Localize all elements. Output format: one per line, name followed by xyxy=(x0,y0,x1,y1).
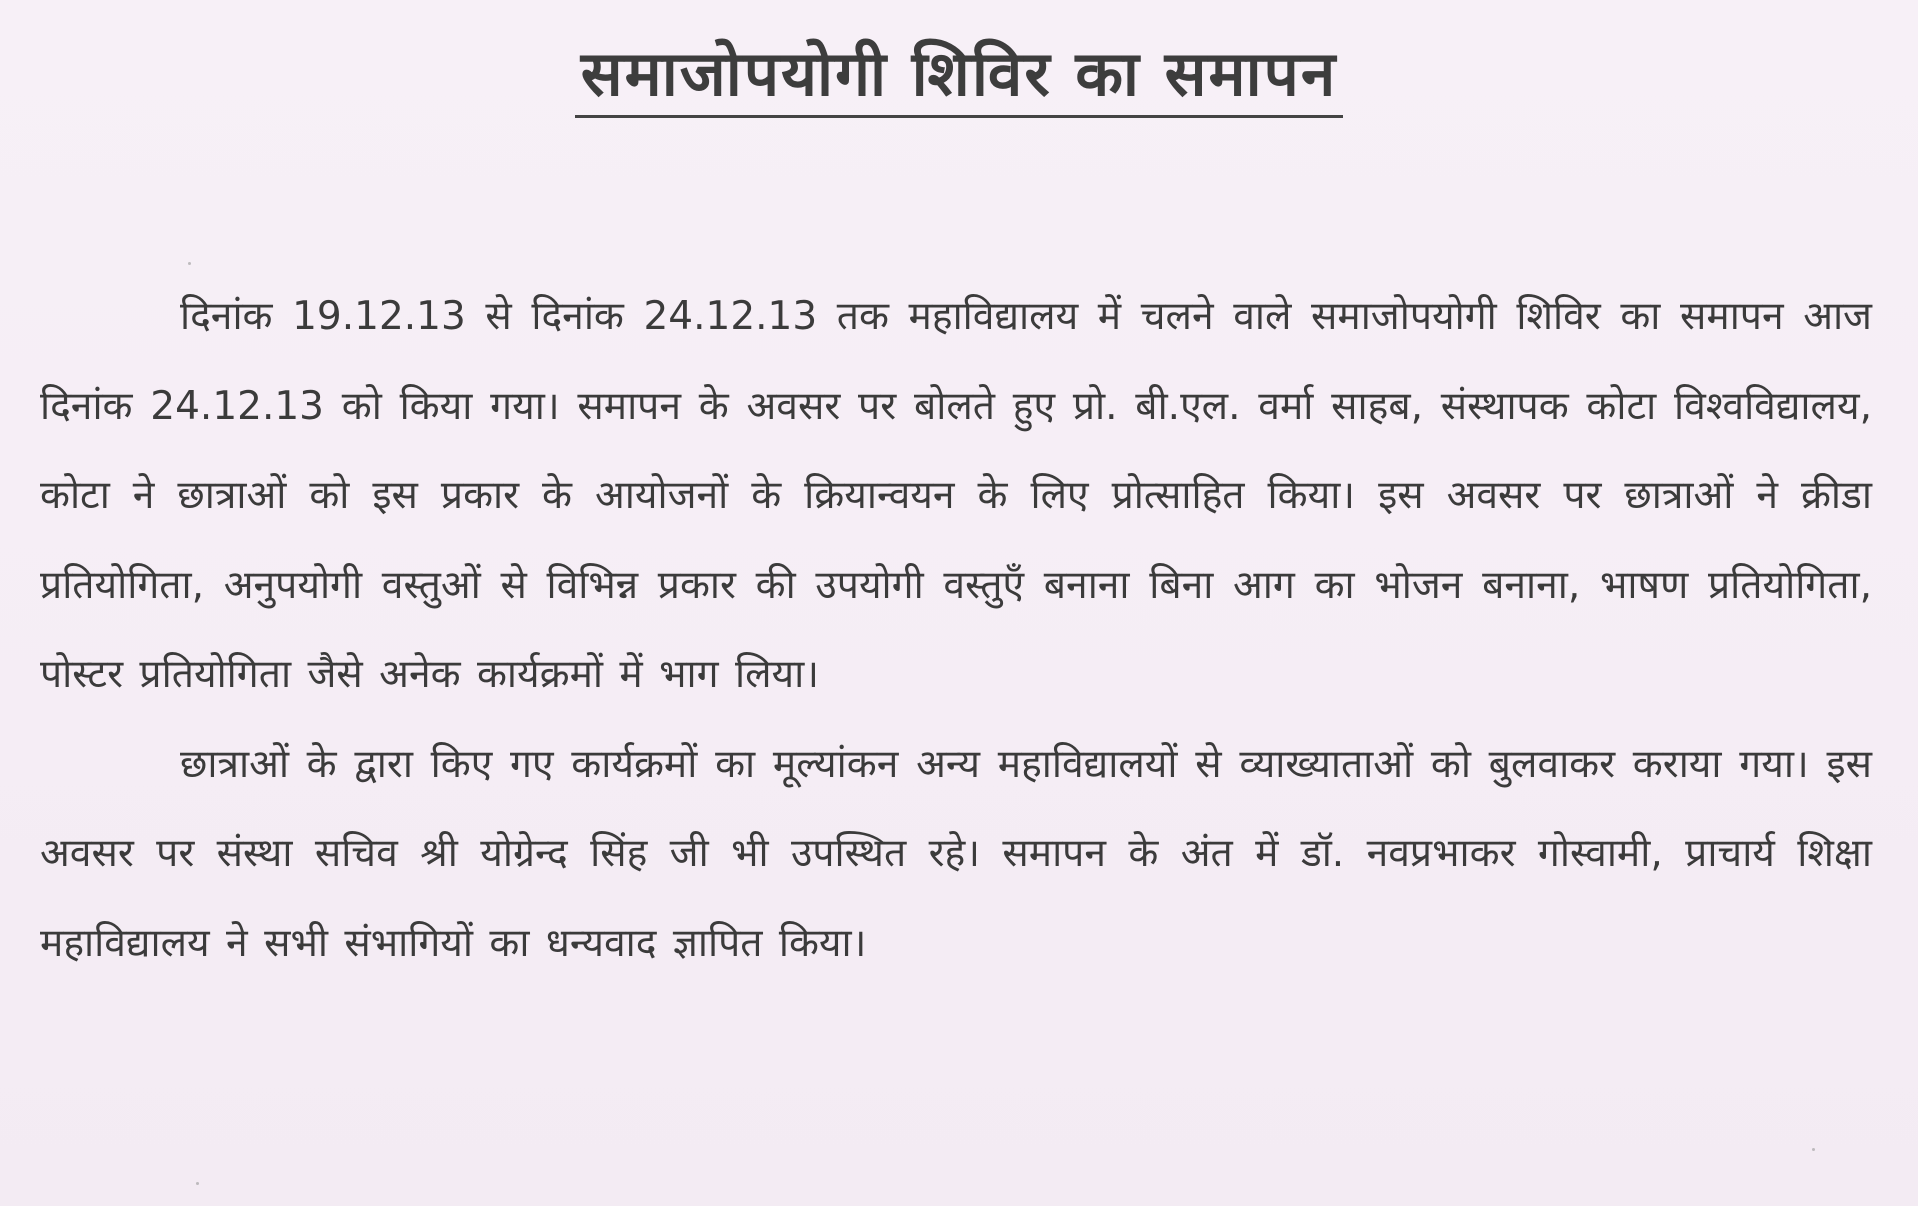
paper-speck xyxy=(1812,1148,1815,1151)
paragraph-2: छात्राओं के द्वारा किए गए कार्यक्रमों का मूल्यांकन अन्य महाविद्यालयों से व्याख्याताओं को बुलवाकर कराया गया। इस अवसर पर संस्था सचिव श्री योग्रेन्द सिंह जी भी उपस्थित रहे। समापन के अंत में डॉ. नवप्रभाकर गोस्वामी, प्राचार्य शिक्षा महाविद्यालय ने सभी संभागियों का धन्यवाद ज्ञापित किया। xyxy=(40,741,1872,966)
title-container xyxy=(0,38,1918,118)
document-body xyxy=(40,272,1872,988)
document-title: समाजोपयोगी शिविर का समापन xyxy=(575,38,1344,118)
paper-speck xyxy=(196,1182,199,1185)
paper-speck xyxy=(188,262,191,265)
paragraph-1: दिनांक 19.12.13 से दिनांक 24.12.13 तक महाविद्यालय में चलने वाले समाजोपयोगी शिविर का समापन आज दिनांक 24.12.13 को किया गया। समापन के अवसर पर बोलते हुए प्रो. बी.एल. वर्मा साहब, संस्थापक कोटा विश्वविद्यालय, कोटा ने छात्राओं को इस प्रकार के आयोजनों के क्रियान्वयन के लिए प्रोत्साहित किया। इस अवसर पर छात्राओं ने क्रीडा प्रतियोगिता, अनुपयोगी वस्तुओं से विभिन्न प्रकार की उपयोगी वस्तुएँ बनाना बिना आग का भोजन बनाना, भाषण प्रतियोगिता, पोस्टर प्रतियोगिता जैसे अनेक कार्यक्रमों में भाग लिया। xyxy=(40,294,1873,697)
